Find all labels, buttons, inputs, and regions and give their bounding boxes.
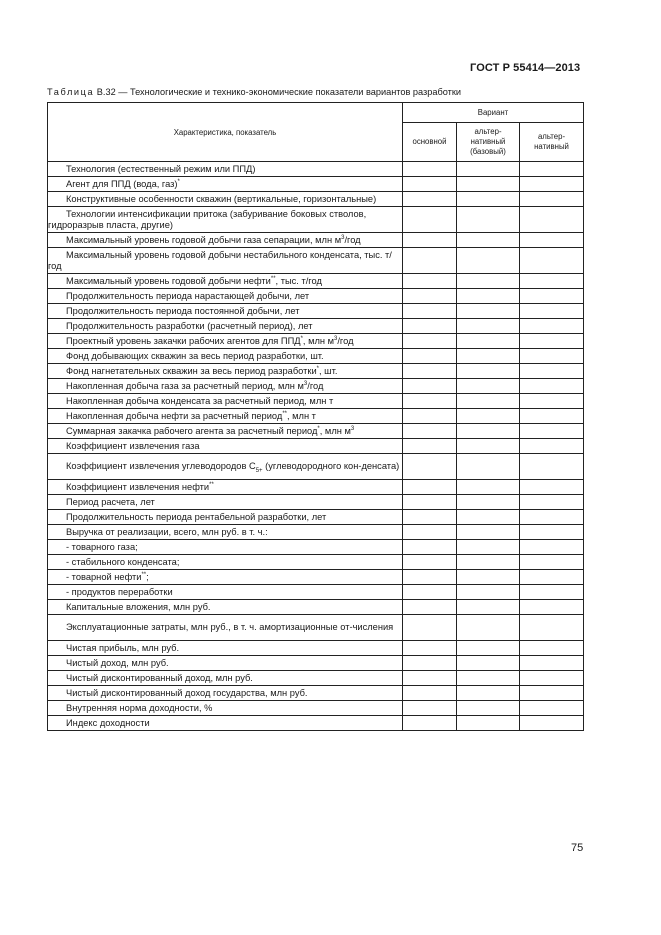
column-header-main: основной	[403, 123, 457, 162]
row-label-text: Продолжительность периода постоянной добычи, лет	[66, 305, 300, 316]
row-label	[48, 349, 403, 364]
table-row	[48, 585, 584, 600]
value-cell	[457, 334, 520, 349]
value-cell	[403, 480, 457, 495]
value-cell	[520, 525, 584, 540]
standard-number: ГОСТ Р 55414—2013	[470, 62, 581, 74]
row-label-text: Индекс доходности	[66, 717, 150, 728]
row-label-superscript: **	[282, 410, 287, 417]
value-cell	[520, 207, 584, 233]
value-cell	[520, 686, 584, 701]
column-header-variant: Вариант	[403, 103, 584, 123]
row-label	[48, 585, 403, 600]
value-cell	[457, 656, 520, 671]
value-cell	[457, 555, 520, 570]
value-cell	[520, 671, 584, 686]
row-label	[48, 540, 403, 555]
table-row	[48, 600, 584, 615]
value-cell	[457, 304, 520, 319]
value-cell	[457, 671, 520, 686]
value-cell	[457, 585, 520, 600]
row-label-superscript: 3	[334, 335, 338, 342]
indicators-table	[47, 102, 584, 731]
row-label-tail: , шт.	[319, 365, 338, 376]
value-cell	[520, 162, 584, 177]
row-label-superscript: **	[270, 275, 276, 282]
row-label-text: Коэффициент извлечения углеводородов С	[66, 461, 256, 471]
value-cell	[403, 540, 457, 555]
value-cell	[457, 495, 520, 510]
table-row	[48, 177, 584, 192]
value-cell	[403, 319, 457, 334]
row-label-superscript: 3	[350, 425, 355, 432]
table-row	[48, 304, 584, 319]
value-cell	[403, 555, 457, 570]
table-row	[48, 641, 584, 656]
row-label	[48, 162, 403, 177]
value-cell	[457, 207, 520, 233]
value-cell	[520, 304, 584, 319]
row-label	[48, 289, 403, 304]
table-caption-label: Таблица	[47, 87, 95, 97]
row-label-tail: , млн т	[286, 410, 316, 421]
value-cell	[520, 480, 584, 495]
value-cell	[403, 349, 457, 364]
row-label	[48, 364, 403, 379]
row-label-text: Технология (естественный режим или ППД)	[66, 163, 256, 174]
table-row	[48, 233, 584, 248]
row-label	[48, 641, 403, 656]
row-label-text: - продуктов переработки	[66, 586, 173, 597]
value-cell	[520, 540, 584, 555]
value-cell	[457, 510, 520, 525]
table-row	[48, 409, 584, 424]
value-cell	[520, 319, 584, 334]
value-cell	[520, 716, 584, 731]
value-cell	[457, 570, 520, 585]
value-cell	[520, 409, 584, 424]
value-cell	[457, 525, 520, 540]
row-label	[48, 424, 403, 439]
value-cell	[403, 615, 457, 641]
value-cell	[403, 379, 457, 394]
row-label-text: Чистая прибыль, млн руб.	[66, 642, 180, 653]
value-cell	[403, 207, 457, 233]
row-label-text: Накопленная добыча конденсата за расчетный период, млн т	[66, 395, 334, 406]
row-label-text: Проектный уровень закачки рабочих агентов для ППД	[66, 335, 301, 346]
column-header-alt-base: альтер- нативный (базовый)	[457, 123, 520, 162]
row-label-text: Максимальный уровень годовой добычи нефти	[66, 275, 271, 286]
value-cell	[403, 233, 457, 248]
row-label	[48, 177, 403, 192]
value-cell	[403, 701, 457, 716]
row-label	[48, 701, 403, 716]
column-header-alt: альтер- нативный	[520, 123, 584, 162]
table-row	[48, 439, 584, 454]
value-cell	[457, 424, 520, 439]
table-row	[48, 424, 584, 439]
row-label-text: Эксплуатационные затраты, млн руб., в т. ч. амортизационные от-числения	[66, 622, 394, 632]
row-label	[48, 274, 403, 289]
value-cell	[403, 641, 457, 656]
row-label-text: Продолжительность разработки (расчетный период), лет	[66, 320, 313, 331]
table-row	[48, 671, 584, 686]
row-label	[48, 686, 403, 701]
value-cell	[403, 454, 457, 480]
row-label-text: Чистый дисконтированный доход государства, млн руб.	[66, 687, 308, 698]
row-label-text: Максимальный уровень годовой добычи нестабильного конденсата, тыс. т/год	[48, 249, 392, 271]
page-number: 75	[571, 842, 584, 854]
row-label-text: Период расчета, лет	[66, 496, 155, 507]
table-body	[48, 162, 584, 731]
value-cell	[457, 686, 520, 701]
table-row	[48, 701, 584, 716]
value-cell	[403, 656, 457, 671]
table-row	[48, 334, 584, 349]
row-label-text: Фонд нагнетательных скважин за весь период разработки	[66, 365, 317, 376]
row-label-superscript: *	[316, 365, 320, 372]
table-row	[48, 716, 584, 731]
value-cell	[403, 304, 457, 319]
value-cell	[403, 409, 457, 424]
value-cell	[520, 615, 584, 641]
row-label	[48, 570, 403, 585]
value-cell	[520, 701, 584, 716]
value-cell	[520, 570, 584, 585]
table-row	[48, 525, 584, 540]
row-label	[48, 600, 403, 615]
value-cell	[403, 439, 457, 454]
row-label	[48, 615, 403, 641]
row-label-text: Фонд добывающих скважин за весь период разработки, шт.	[66, 350, 324, 361]
row-label-text: Продолжительность периода рентабельной разработки, лет	[66, 511, 327, 522]
value-cell	[457, 274, 520, 289]
table-row	[48, 570, 584, 585]
value-cell	[457, 177, 520, 192]
value-cell	[403, 364, 457, 379]
row-label	[48, 379, 403, 394]
table-row	[48, 319, 584, 334]
table-row	[48, 510, 584, 525]
table-row	[48, 480, 584, 495]
table-row	[48, 394, 584, 409]
value-cell	[403, 716, 457, 731]
value-cell	[457, 409, 520, 424]
value-cell	[403, 600, 457, 615]
value-cell	[520, 495, 584, 510]
value-cell	[520, 600, 584, 615]
row-label-superscript: *	[317, 425, 320, 432]
row-label-text: Агент для ППД (вода, газ)	[66, 178, 178, 189]
row-label-tail: , млн м	[302, 335, 334, 346]
row-label-text: Внутренняя норма доходности, %	[66, 702, 213, 713]
value-cell	[520, 454, 584, 480]
value-cell	[457, 540, 520, 555]
value-cell	[457, 248, 520, 274]
value-cell	[520, 364, 584, 379]
row-label	[48, 248, 403, 274]
value-cell	[403, 162, 457, 177]
value-cell	[520, 192, 584, 207]
row-label-text: Выручка от реализации, всего, млн руб. в т. ч.:	[66, 526, 268, 537]
row-label-text: - товарной нефти	[66, 571, 142, 582]
value-cell	[520, 334, 584, 349]
value-cell	[403, 570, 457, 585]
row-label-text: - товарного газа;	[66, 541, 138, 552]
row-label	[48, 192, 403, 207]
row-label	[48, 304, 403, 319]
value-cell	[457, 716, 520, 731]
value-cell	[520, 379, 584, 394]
row-label-text: Чистый дисконтированный доход, млн руб.	[66, 672, 253, 683]
column-header-characteristic: Характеристика, показатель	[48, 103, 403, 162]
row-label-text: Накопленная добыча нефти за расчетный период	[66, 410, 283, 421]
value-cell	[520, 510, 584, 525]
value-cell	[520, 439, 584, 454]
row-label-subscript: 5+	[255, 467, 263, 474]
value-cell	[520, 274, 584, 289]
value-cell	[457, 349, 520, 364]
value-cell	[520, 233, 584, 248]
row-label	[48, 454, 403, 480]
value-cell	[457, 701, 520, 716]
table-row	[48, 379, 584, 394]
row-label	[48, 671, 403, 686]
value-cell	[520, 424, 584, 439]
table-row	[48, 289, 584, 304]
row-label-text: - стабильного конденсата;	[66, 556, 180, 567]
row-label-tail: /год	[307, 380, 324, 391]
value-cell	[520, 641, 584, 656]
row-label-tail: , млн м	[319, 425, 351, 436]
row-label	[48, 555, 403, 570]
value-cell	[457, 162, 520, 177]
value-cell	[457, 600, 520, 615]
table-row	[48, 364, 584, 379]
value-cell	[520, 555, 584, 570]
table-row	[48, 349, 584, 364]
table-row	[48, 162, 584, 177]
value-cell	[457, 439, 520, 454]
value-cell	[403, 394, 457, 409]
row-label-text: Продолжительность периода нарастающей добычи, лет	[66, 290, 310, 301]
row-label	[48, 233, 403, 248]
value-cell	[457, 454, 520, 480]
value-cell	[403, 510, 457, 525]
value-cell	[403, 495, 457, 510]
value-cell	[457, 192, 520, 207]
value-cell	[403, 671, 457, 686]
value-cell	[457, 289, 520, 304]
table-row	[48, 540, 584, 555]
value-cell	[403, 334, 457, 349]
row-label-text: Суммарная закачка рабочего агента за расчетный период	[66, 425, 318, 436]
table-row	[48, 686, 584, 701]
value-cell	[403, 289, 457, 304]
table-caption-text: В.32 — Технологические и технико-экономические показатели вариантов разработки	[94, 87, 461, 97]
value-cell	[520, 177, 584, 192]
row-label	[48, 716, 403, 731]
row-label-superscript: **	[209, 481, 214, 488]
row-label-tail: /год	[337, 335, 354, 346]
value-cell	[403, 585, 457, 600]
table-row	[48, 274, 584, 289]
value-cell	[457, 364, 520, 379]
row-label-tail: , тыс. т/год	[275, 275, 322, 286]
table-row	[48, 192, 584, 207]
row-label-text: Коэффициент извлечения газа	[66, 440, 200, 451]
row-label	[48, 510, 403, 525]
row-label-text: Технологии интенсификации притока (забуривание боковых стволов, гидроразрыв пласта, другие)	[48, 208, 367, 230]
row-label	[48, 439, 403, 454]
row-label	[48, 656, 403, 671]
table-row	[48, 555, 584, 570]
value-cell	[457, 233, 520, 248]
table-row	[48, 248, 584, 274]
table-row	[48, 495, 584, 510]
row-label-superscript: *	[177, 178, 180, 185]
table-row	[48, 656, 584, 671]
row-label	[48, 495, 403, 510]
row-label-superscript: **	[141, 571, 147, 578]
row-label-superscript: *	[300, 335, 303, 342]
value-cell	[520, 289, 584, 304]
value-cell	[520, 349, 584, 364]
value-cell	[457, 480, 520, 495]
row-label-text: Капитальные вложения, млн руб.	[66, 601, 211, 612]
value-cell	[520, 585, 584, 600]
row-label-superscript: 3	[303, 380, 308, 387]
value-cell	[520, 248, 584, 274]
value-cell	[403, 686, 457, 701]
value-cell	[403, 192, 457, 207]
value-cell	[457, 641, 520, 656]
row-label-text: Коэффициент извлечения нефти	[66, 481, 210, 492]
row-label-superscript: 3	[341, 234, 345, 241]
value-cell	[403, 248, 457, 274]
row-label	[48, 319, 403, 334]
value-cell	[457, 615, 520, 641]
row-label-text: Чистый доход, млн руб.	[66, 657, 169, 668]
row-label-tail: ;	[146, 571, 149, 582]
value-cell	[403, 274, 457, 289]
value-cell	[403, 525, 457, 540]
value-cell	[457, 319, 520, 334]
row-label	[48, 394, 403, 409]
row-label	[48, 480, 403, 495]
row-label-text: Накопленная добыча газа за расчетный период, млн м	[66, 380, 304, 391]
value-cell	[520, 394, 584, 409]
row-label	[48, 207, 403, 233]
row-label	[48, 334, 403, 349]
table-row	[48, 615, 584, 641]
value-cell	[457, 379, 520, 394]
value-cell	[520, 656, 584, 671]
row-label	[48, 525, 403, 540]
value-cell	[403, 177, 457, 192]
row-label-text: Конструктивные особенности скважин (вертикальные, горизонтальные)	[66, 193, 377, 204]
row-label-text: Максимальный уровень годовой добычи газа сепарации, млн м	[66, 234, 342, 245]
table-row	[48, 207, 584, 233]
table-caption	[47, 87, 461, 97]
row-label-tail: (углеводородного кон-денсата)	[262, 461, 400, 471]
table-row	[48, 454, 584, 480]
row-label-tail: /год	[344, 234, 361, 245]
value-cell	[403, 424, 457, 439]
value-cell	[457, 394, 520, 409]
row-label	[48, 409, 403, 424]
